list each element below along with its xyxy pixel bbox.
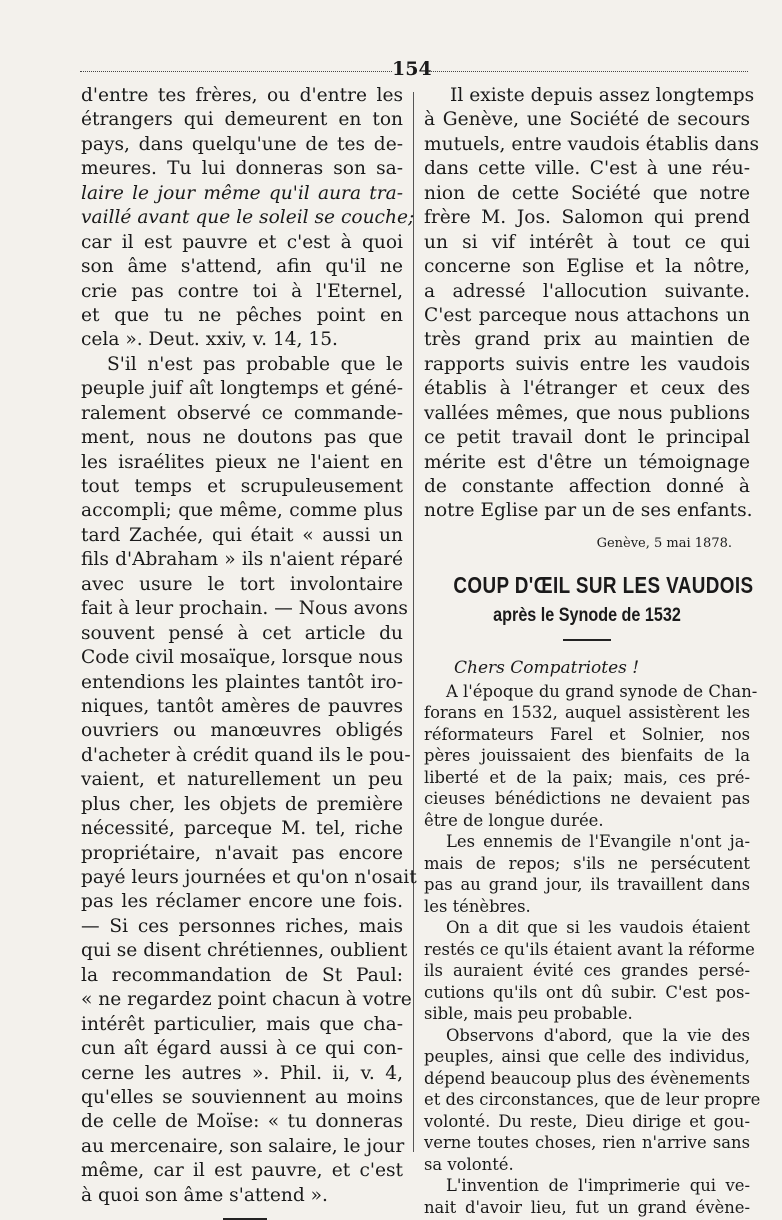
- text-line: qui se disent chrétiennes, oublient: [81, 940, 408, 962]
- article-title: COUP D'ŒIL SUR LES VAUDOIS: [453, 571, 754, 598]
- text-line: et des circonstances, que de leur propre: [424, 1090, 761, 1110]
- text-line: être de longue durée.: [424, 810, 604, 830]
- text-line: fait à leur prochain. — Nous avons: [81, 598, 408, 620]
- text-line: laire le jour même qu'il aura tra-: [81, 182, 403, 204]
- text-line: peuples, ainsi que celle des individus,: [424, 1047, 750, 1067]
- text-line: mais de repos; s'ils ne persécutent: [424, 853, 750, 873]
- text-line: entendions les plaintes tantôt iro-: [81, 671, 403, 693]
- text-line: pas au grand jour, ils travaillent dans: [424, 875, 750, 895]
- text-line: On a dit que si les vaudois étaient: [446, 918, 750, 938]
- text-line: C'est parceque nous attachons un: [424, 304, 750, 326]
- text-line: de celle de Moïse: « tu donneras: [81, 1111, 403, 1133]
- text-line: cerne les autres ». Phil. ii, v. 4,: [81, 1062, 403, 1084]
- column-divider: [413, 92, 414, 1152]
- article-date: Genève, 5 mai 1878.: [596, 535, 732, 551]
- text-line: vaient, et naturellement un peu: [81, 769, 403, 791]
- text-line: nion de cette Société que notre: [424, 182, 750, 204]
- text-line: établis à l'étranger et ceux des: [424, 378, 750, 400]
- text-line: concerne son Eglise et la nôtre,: [424, 256, 750, 278]
- text-line: restés ce qu'ils étaient avant la réforme: [424, 939, 755, 959]
- text-line: L'invention de l'imprimerie qui ve-: [446, 1176, 750, 1196]
- text-line: très grand prix au maintien de: [424, 329, 750, 351]
- text-line: S'il n'est pas probable que le: [107, 353, 403, 375]
- text-line: avec usure le tort involontaire: [81, 573, 403, 595]
- text-line: la recommandation de St Paul:: [81, 964, 403, 986]
- text-line: liberté et de la paix; mais, ces pré-: [424, 767, 750, 787]
- text-line: volonté. Du reste, Dieu dirige et gou-: [424, 1111, 750, 1131]
- header-rule-left: [80, 71, 392, 72]
- text-line: et que tu ne pêches point en: [81, 304, 403, 326]
- text-line: forans en 1532, auquel assistèrent les: [424, 703, 750, 723]
- page-number: 154: [392, 58, 432, 80]
- greeting: Chers Compatriotes !: [454, 657, 640, 678]
- text-line: car il est pauvre et c'est à quoi: [81, 231, 403, 253]
- text-line: « ne regardez point chacun à votre: [81, 989, 412, 1011]
- text-line: ment, nous ne doutons pas que: [81, 427, 403, 449]
- text-line: cutions qu'ils ont dû subir. C'est pos-: [424, 982, 750, 1002]
- text-line: cun aît égard aussi à ce qui con-: [81, 1038, 403, 1060]
- text-line: Observons d'abord, que la vie des: [446, 1025, 750, 1045]
- text-line: d'entre tes frères, ou d'entre les: [81, 85, 403, 106]
- text-line: Code civil mosaïque, lorsque nous: [81, 647, 404, 669]
- text-line: — Si ces personnes riches, mais: [81, 915, 403, 937]
- text-line: pays, dans quelqu'une de tes de-: [81, 133, 403, 155]
- text-line: Il existe depuis assez longtemps: [450, 85, 755, 106]
- text-line: un si vif intérêt à tout ce qui: [424, 231, 750, 253]
- text-line: cieuses bénédictions ne devaient pas: [424, 789, 750, 809]
- text-line: fils d'Abraham » ils n'aient réparé: [81, 549, 403, 571]
- text-line: tout temps et scrupuleusement: [81, 476, 403, 497]
- text-line: a adressé l'allocution suivante.: [424, 280, 750, 302]
- text-line: rapports suivis entre les vaudois: [424, 353, 750, 375]
- text-line: crie pas contre toi à l'Eternel,: [81, 280, 403, 302]
- text-line: sible, mais peu probable.: [424, 1004, 633, 1024]
- text-line: plus cher, les objets de première: [81, 793, 403, 815]
- text-line: son âme s'attend, afin qu'il ne: [81, 256, 403, 278]
- left-column: [81, 84, 417, 1220]
- title-rule: [563, 639, 611, 641]
- text-line: verne toutes choses, rien n'arrive sans: [424, 1133, 750, 1153]
- text-line: d'acheter à crédit quand ils le pou-: [81, 744, 411, 766]
- text-line: vaillé avant que le soleil se couche;: [81, 207, 415, 229]
- article-subtitle: après le Synode de 1532: [493, 604, 681, 626]
- text-line: ils auraient évité ces grandes persé-: [424, 961, 750, 981]
- text-line: de constante affection donné à: [424, 476, 750, 497]
- text-line: intérêt particulier, mais que cha-: [81, 1013, 403, 1035]
- text-line: dans cette ville. C'est à une réu-: [424, 158, 750, 180]
- text-line: A l'époque du grand synode de Chan-: [446, 681, 758, 701]
- text-line: les israélites pieux ne l'aient en: [81, 451, 403, 473]
- text-line: au mercenaire, son salaire, le jour: [81, 1135, 405, 1157]
- text-line: pas les réclamer encore une fois.: [81, 891, 403, 913]
- text-line: à Genève, une Société de secours: [424, 109, 750, 131]
- text-line: souvent pensé à cet article du: [81, 622, 403, 644]
- text-line: accompli; que même, comme plus: [81, 500, 403, 522]
- text-line: ouvriers ou manœuvres obligés: [81, 720, 403, 742]
- text-line: payé leurs journées et qu'on n'osait: [81, 867, 417, 888]
- text-line: nait d'avoir lieu, fut un grand évène-: [424, 1197, 750, 1217]
- text-line: dépend beaucoup plus des évènements: [424, 1068, 750, 1088]
- text-line: cela ». Deut. xxiv, v. 14, 15.: [81, 329, 338, 351]
- text-line: ce petit travail dont le principal: [424, 427, 750, 449]
- text-line: Les ennemis de l'Evangile n'ont ja-: [446, 832, 750, 852]
- header-rule-right: [428, 71, 748, 72]
- text-line: sa volonté.: [424, 1154, 514, 1174]
- right-column: [424, 84, 761, 1218]
- text-line: ralement observé ce commande-: [81, 402, 403, 424]
- text-line: frère M. Jos. Salomon qui prend: [424, 207, 750, 229]
- text-line: les ténèbres.: [424, 896, 531, 916]
- text-line: étrangers qui demeurent en ton: [81, 109, 403, 131]
- text-line: meures. Tu lui donneras son sa-: [81, 158, 403, 180]
- text-line: tard Zachée, qui était « aussi un: [81, 524, 403, 546]
- text-line: notre Eglise par un de ses enfants.: [424, 500, 753, 522]
- text-line: mérite est d'être un témoignage: [424, 451, 750, 473]
- text-line: à quoi son âme s'attend ».: [81, 1184, 328, 1206]
- text-line: peuple juif aît longtemps et géné-: [81, 378, 403, 400]
- text-line: propriétaire, n'avait pas encore: [81, 842, 403, 864]
- text-line: niques, tantôt amères de pauvres: [81, 695, 403, 717]
- text-line: même, car il est pauvre, et c'est: [81, 1160, 403, 1182]
- text-line: vallées mêmes, que nous publions: [424, 402, 750, 424]
- text-line: pères jouissaient des bienfaits de la: [424, 746, 750, 766]
- text-line: nécessité, parceque M. tel, riche: [81, 818, 403, 840]
- text-line: qu'elles se souviennent au moins: [81, 1086, 403, 1108]
- text-line: réformateurs Farel et Solnier, nos: [424, 724, 750, 744]
- text-line: mutuels, entre vaudois établis dans: [424, 133, 759, 155]
